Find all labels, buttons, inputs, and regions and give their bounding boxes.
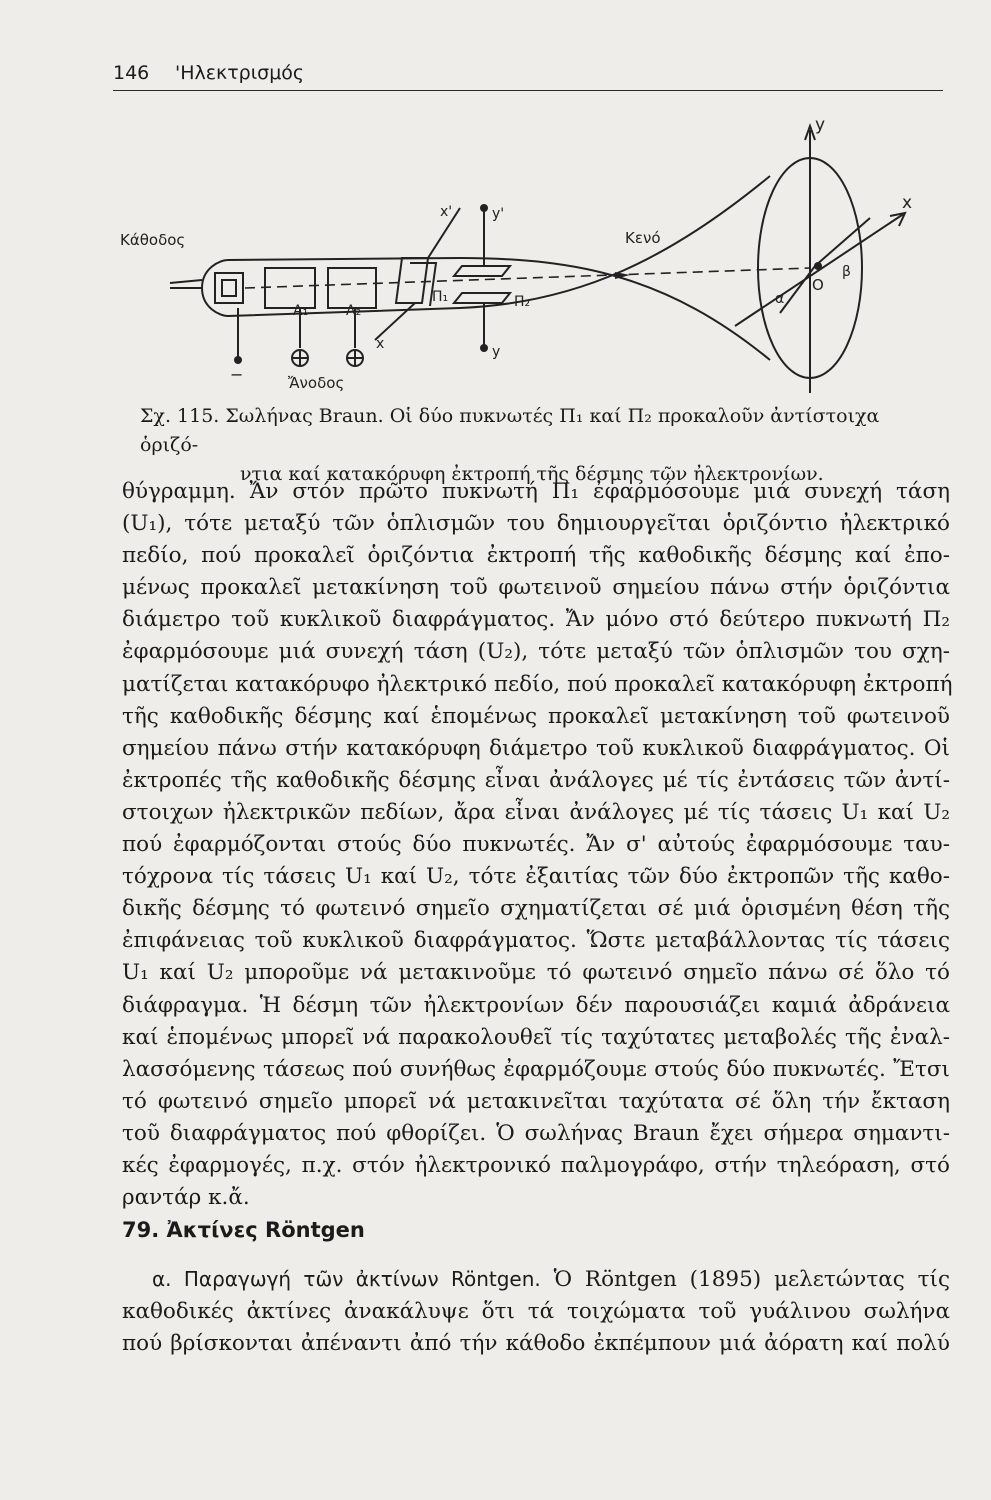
body-line: κές ἐφαρμογές, π.χ. στόν ἠλεκτρονικό παλμογράφο, στήν τηλεόραση, στό: [122, 1152, 950, 1178]
body-line: (U₁), τότε μεταξύ τῶν ὁπλισμῶν του δημιουργεῖται ὁριζόντιο ἠλεκτρικό: [122, 511, 950, 537]
body-line: μένως προκαλεῖ μετακίνηση τοῦ φωτεινοῦ σημείου πάνω στήν ὁριζόντια: [122, 575, 950, 601]
subsection-line-1-rest: Ὁ Röntgen (1895) μελετώντας τίς: [553, 1267, 950, 1292]
body-line: πεδίο, πού προκαλεῖ ὁριζόντια ἐκτροπή τῆς καθοδικῆς δέσμης καί ἐπο-: [122, 543, 950, 569]
body-line: τό φωτεινό σημεῖο μπορεῖ νά μετακινεῖται ταχύτατα σέ ὅλη τήν ἔκταση: [122, 1088, 950, 1114]
body-line: σημείου πάνω στήν κατακόρυφη διάμετρο τοῦ κυκλικοῦ διαφράγματος. Οἱ: [122, 735, 950, 761]
subsection-line-3: πού βρίσκονται ἀπέναντι ἀπό τήν κάθοδο ἐκπέμπουν μιά ἀόρατη καί πολύ: [122, 1331, 950, 1357]
braun-tube-diagram: [110, 108, 940, 400]
label-alpha: α: [775, 291, 785, 307]
electron-beam: [245, 268, 810, 288]
label-a2: Α₂: [346, 303, 362, 319]
body-line: τόχρονα τίς τάσεις U₁ καί U₂, τότε ἐξαιτίας τῶν δύο ἐκτροπῶν τῆς καθο-: [122, 864, 950, 890]
running-title: 'Ηλεκτρισμός: [175, 62, 305, 84]
label-x-prime: x': [440, 204, 453, 220]
plates-p2: [454, 266, 510, 303]
label-p2: Π₂: [514, 294, 531, 310]
body-line: ματίζεται κατακόρυφο ἠλεκτρικό πεδίο, πού προκαλεῖ κατακόρυφη ἐκτροπή: [122, 671, 953, 697]
page-header: [113, 58, 943, 88]
anode-a1: [265, 268, 315, 308]
caption-line-2: ντια καί κατακόρυφη ἐκτροπή τῆς δέσμης τῶν ἠλεκτρονίων.: [240, 463, 824, 485]
body-line: τῆς καθοδικῆς δέσμης καί ἑπομένως προκαλεῖ μετακίνηση τοῦ φωτεινοῦ: [122, 703, 950, 729]
label-y-prime: y': [492, 206, 505, 222]
label-p1: Π₁: [432, 289, 449, 305]
anode-a2: [328, 268, 376, 308]
body-line: ἐκτροπές τῆς καθοδικῆς δέσμης εἶναι ἀνάλογες μέ τίς ἐντάσεις τῶν ἀντί-: [122, 767, 950, 793]
label-vacuum: Κενό: [625, 229, 661, 247]
label-axis-x: x: [902, 193, 913, 213]
cathode-box: [215, 273, 243, 303]
caption-line-1: Σχ. 115. Σωλήνας Braun. Οἱ δύο πυκνωτές Π₁ καί Π₂ προκαλοῦν ἀντίστοιχα ὁριζό-: [140, 405, 880, 456]
body-line: λασσόμενης τάσεως πού συνήθως ἐφαρμόζουμε στούς δύο πυκνωτές. Ἔτσι: [122, 1056, 950, 1082]
label-origin: O: [812, 276, 824, 294]
label-axis-y: y: [815, 115, 826, 135]
body-line: διάφραγμα. Ἡ δέσμη τῶν ἠλεκτρονίων δέν παρουσιάζει καμιά ἀδράνεια: [122, 992, 950, 1018]
label-y: y: [492, 344, 501, 360]
body-paragraph: [122, 476, 953, 1214]
body-line: δικῆς δέσμης τό φωτεινό σημεῖο σχηματίζεται σέ μιά ὁρισμένη θέση τῆς: [122, 896, 950, 922]
body-line: ραντάρ κ.ἄ.: [122, 1185, 250, 1211]
label-x: x: [376, 336, 385, 352]
label-a1: Α₁: [293, 303, 309, 319]
body-line: ἐφαρμόσουμε μιά συνεχή τάση (U₂), τότε μεταξύ τῶν ὁπλισμῶν του σχη-: [122, 639, 950, 665]
body-line: πού ἐφαρμόζονται στούς δύο πυκνωτές. Ἄν σ' αὐτούς ἐφαρμόσουμε ταυ-: [122, 832, 950, 858]
label-minus: −: [230, 365, 244, 384]
section-heading: 79. Ἀκτίνες Röntgen: [122, 1218, 365, 1242]
label-beta: β: [842, 264, 851, 280]
body-line: U₁ καί U₂ μποροῦμε νά μετακινοῦμε τό φωτεινό σημεῖο πάνω σέ ὅλο τό: [122, 960, 950, 986]
label-cathode: Κάθοδος: [120, 231, 186, 249]
braun-tube-figure: [110, 108, 940, 400]
subsection-line-2: καθοδικές ἀκτίνες ἀνακάλυψε ὅτι τά τοιχώματα τοῦ γυάλινου σωλήνα: [122, 1299, 950, 1325]
subsection-line-1: [122, 1263, 950, 1296]
page-number: 146: [113, 62, 150, 84]
body-line: διάμετρο τοῦ κυκλικοῦ διαφράγματος. Ἄν μόνο στό δεύτερο πυκνωτή Π₂: [122, 607, 950, 633]
label-anode: Ἄνοδος: [288, 374, 345, 392]
header-rule: [113, 90, 943, 91]
body-line: τοῦ διαφράγματος πού φθορίζει. Ὁ σωλήνας Braun ἔχει σήμερα σημαντι-: [122, 1120, 950, 1146]
body-line: στοιχων ἠλεκτρικῶν πεδίων, ἄρα εἶναι ἀνάλογες μέ τίς τάσεις U₁ καί U₂: [122, 799, 950, 825]
body-line: θύγραμμη. Ἄν στόν πρῶτο πυκνωτή Π₁ ἐφαρμόσουμε μιά συνεχή τάση: [122, 479, 950, 504]
body-line: καί ἑπομένως μπορεῖ νά παρακολουθεῖ τίς ταχύτατες μεταβολές τῆς ἐναλ-: [122, 1024, 950, 1050]
body-line: ἐπιφάνειας τοῦ κυκλικοῦ διαφράγματος. Ὥστε μεταβάλλοντας τίς τάσεις: [122, 928, 950, 954]
subsection-lead: α. Παραγωγή τῶν ἀκτίνων Röntgen.: [152, 1267, 541, 1291]
subsection-paragraph: [122, 1263, 950, 1360]
